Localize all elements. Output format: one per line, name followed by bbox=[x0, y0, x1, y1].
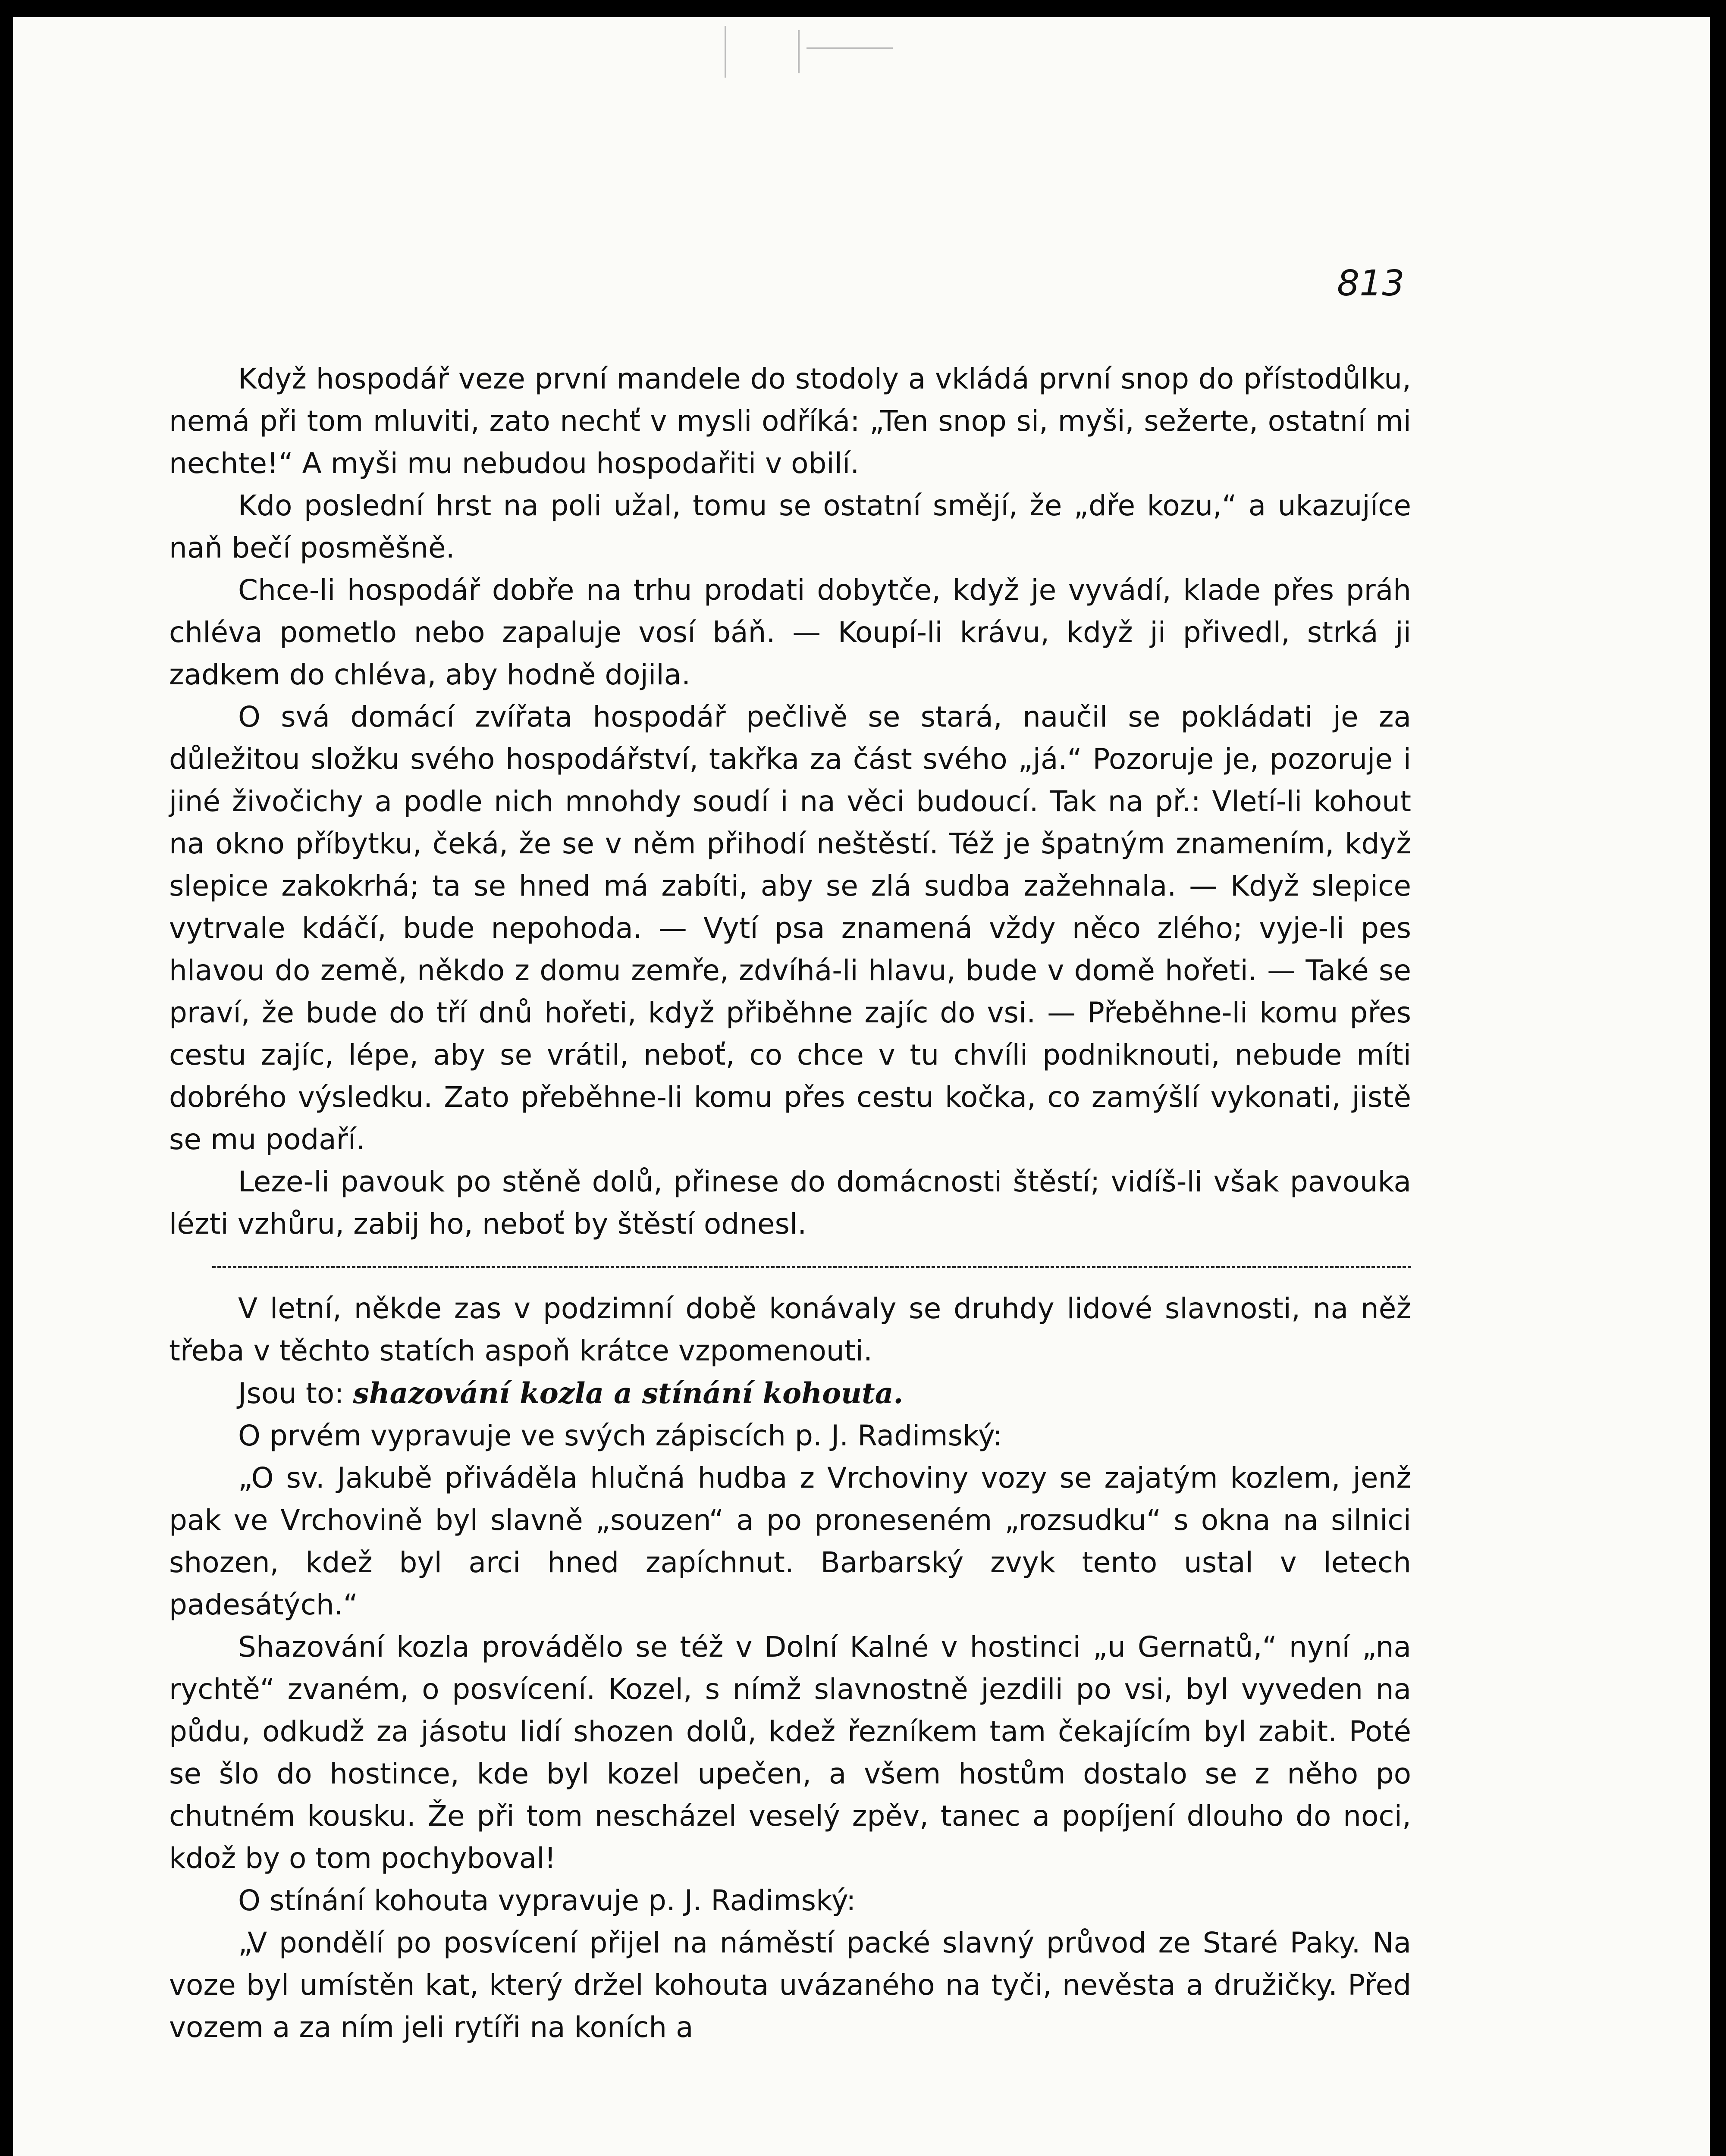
page-number: 813 bbox=[1337, 263, 1405, 304]
paragraph: Chce-li hospodář dobře na trhu prodati dobytče, když je vyvádí, klade přes práh chléva pometlo nebo zapaluje vosí báň. — Koupí-li krávu, když ji přivedl, strká ji zadkem do chléva, aby hodně dojila. bbox=[169, 573, 1411, 691]
paragraph: Kdo poslední hrst na poli užal, tomu se ostatní smějí, že „dře kozu,“ a ukazujíce naň bečí posměšně. bbox=[169, 489, 1411, 564]
quote-paragraph: „O sv. Jakubě přiváděla hlučná hudba z Vrchoviny vozy se zajatým kozlem, jenž pak ve Vrchovině byl slavně „souzen“ a po proneseném „rozsudku“ s okna na silnici shozen, kdež byl arci hned zapíchnut. Barbarský zvyk tento ustal v letech padesátých.“ bbox=[169, 1461, 1411, 1621]
intro-prefix: Jsou to: bbox=[238, 1377, 353, 1410]
paragraph: O stínání kohouta vypravuje p. J. Radimský: bbox=[238, 1884, 856, 1917]
scanned-page bbox=[13, 17, 1710, 2156]
paragraph: O prvém vypravuje ve svých zápiscích p. J. Radimský: bbox=[238, 1419, 1003, 1452]
intro-emphasis: shazování kozla a stínání kohouta. bbox=[353, 1376, 904, 1410]
intro-line bbox=[169, 1372, 1411, 1415]
paragraph: V letní, někde zas v podzimní době konávaly se druhdy lidové slavnosti, na něž třeba v těchto statích aspoň krátce vzpomenouti. bbox=[169, 1292, 1411, 1367]
scan-artifact bbox=[807, 47, 893, 49]
paragraph: Shazování kozla provádělo se též v Dolní Kalné v hostinci „u Gernatů,“ nyní „na rychtě“ zvaném, o posvícení. Kozel, s nímž slavnostně jezdili po vsi, byl vyveden na půdu, odkudž za jásotu lidí shozen dolů, kdež řezníkem tam čekajícím byl zabit. Poté se šlo do hostince, kde byl kozel upečen, a všem hostům dostalo se z něho po chutném kousku. Že při tom nescházel veselý zpěv, tanec a popíjení dlouho do noci, kdož by o tom pochyboval! bbox=[169, 1630, 1411, 1875]
paragraph: Když hospodář veze první mandele do stodoly a vkládá první snop do přístodůlku, nemá při tom mluviti, zato nechť v mysli odříká: „Ten snop si, myši, sežerte, ostatní mi nechte!“ A myši mu nebudou hospodařiti v obilí. bbox=[169, 362, 1411, 480]
paragraph: Leze-li pavouk po stěně dolů, přinese do domácnosti štěstí; vidíš-li však pavouka lézti vzhůru, zabij ho, neboť by štěstí odnesl. bbox=[169, 1165, 1411, 1241]
scan-artifact bbox=[725, 26, 726, 78]
quote-paragraph: „V pondělí po posvícení přijel na náměstí packé slavný průvod ze Staré Paky. Na voze byl umístěn kat, který držel kohouta uvázaného na tyči, nevěsta a družičky. Před vozem a za ním jeli rytíři na koních a bbox=[169, 1926, 1411, 2044]
scan-artifact bbox=[798, 30, 800, 73]
dashed-separator bbox=[169, 1245, 1411, 1288]
body-text bbox=[169, 358, 1411, 2049]
paragraph: O svá domácí zvířata hospodář pečlivě se stará, naučil se pokládati je za důležitou složku svého hospodářství, takřka za část svého „já.“ Pozoruje je, pozoruje i jiné živočichy a podle nich mnohdy soudí i na věci budoucí. Tak na př.: Vletí-li kohout na okno příbytku, čeká, že se v něm přihodí neštěstí. Též je špatným znamením, když slepice zakokrhá; ta se hned má zabíti, aby se zlá sudba zažehnala. — Když slepice vytrvale kdáčí, bude nepohoda. — Vytí psa znamená vždy něco zlého; vyje-li pes hlavou do země, někdo z domu zemře, zdvíhá-li hlavu, bude v domě hořeti. — Také se praví, že bude do tří dnů hořeti, když přiběhne zajíc do vsi. — Přeběhne-li komu přes cestu zajíc, lépe, aby se vrátil, neboť, co chce v tu chvíli podniknouti, nebude míti dobrého výsledku. Zato přeběhne-li komu přes cestu kočka, co zamýšlí vykonati, jistě se mu podaří. bbox=[169, 700, 1411, 1156]
